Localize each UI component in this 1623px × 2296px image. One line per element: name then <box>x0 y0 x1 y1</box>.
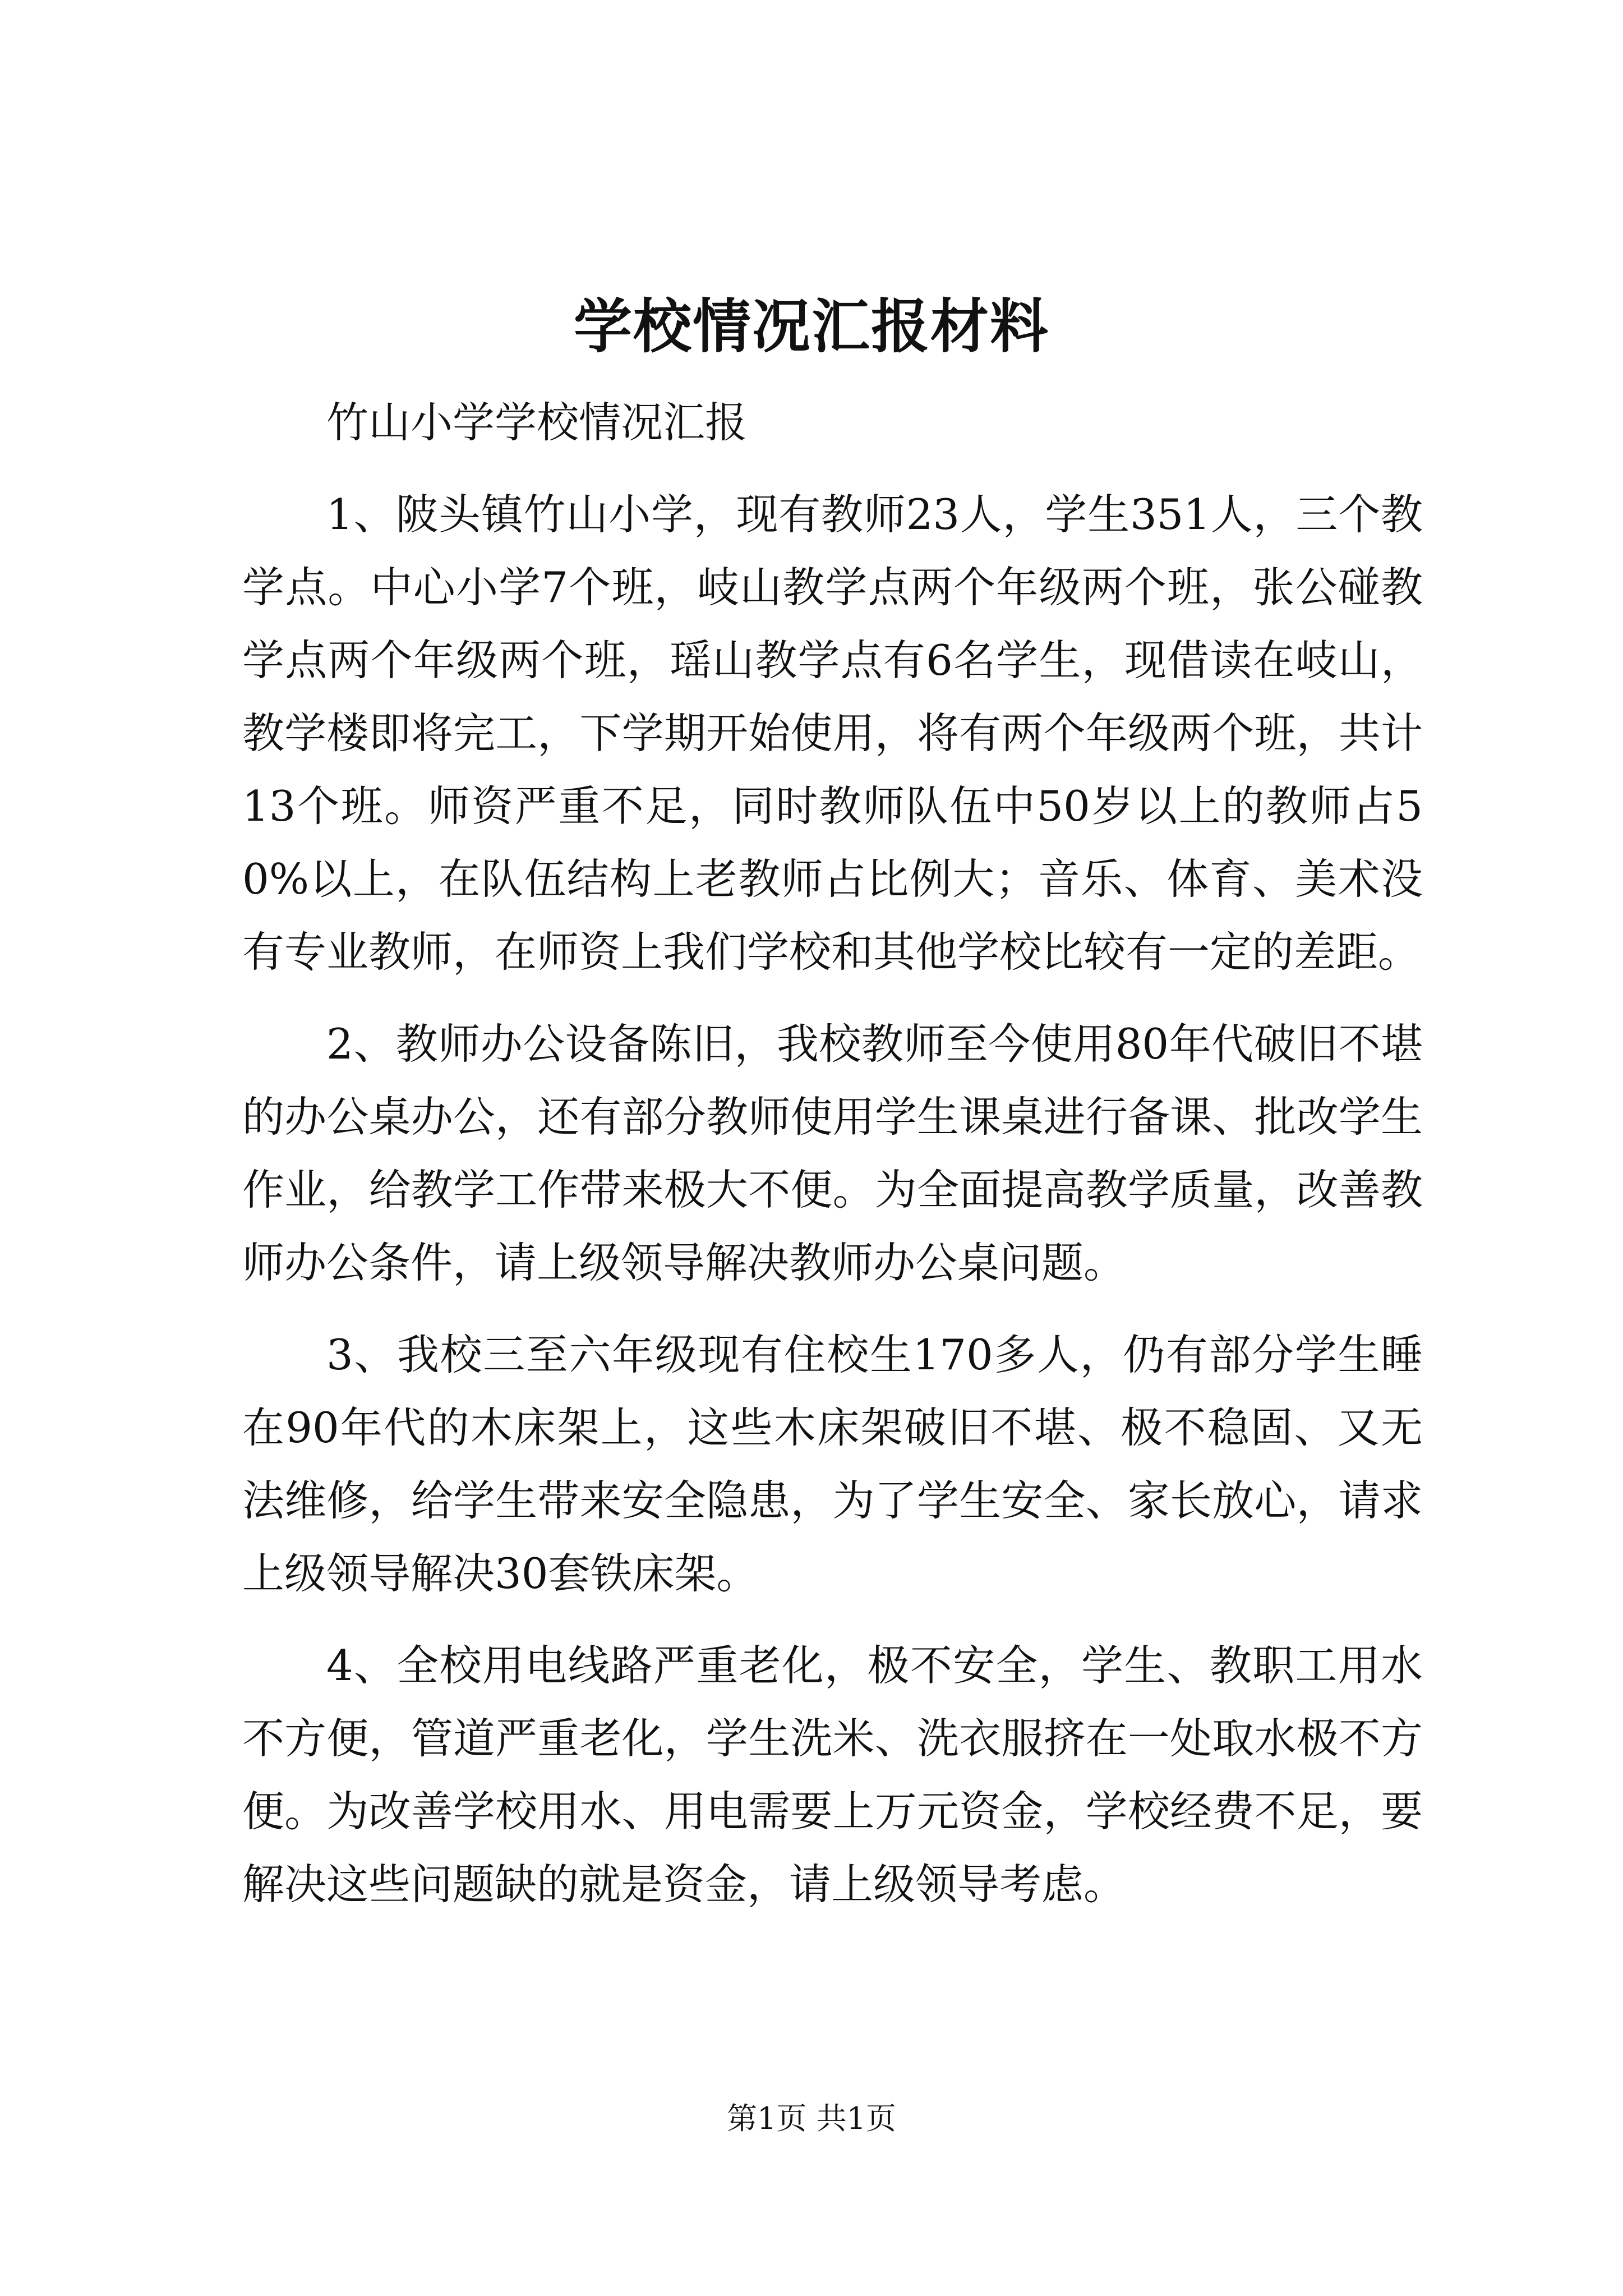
paragraph-3: 3、我校三至六年级现有住校生170多人，仍有部分学生睡在90年代的木床架上，这些木床架破旧不堪、极不稳固、又无法维修，给学生带来安全隐患，为了学生安全、家长放心，请求上级领导解决30套铁床架。 <box>242 1330 1423 1598</box>
paragraph-2: 2、教师办公设备陈旧，我校教师至今使用80年代破旧不堪的办公桌办公，还有部分教师使用学生课桌进行备课、批改学生作业，给教学工作带来极大不便。为全面提高教学质量，改善教师办公条件，请上级领导解决教师办公桌问题。 <box>242 1019 1423 1287</box>
paragraph-4: 4、全校用电线路严重老化，极不安全，学生、教职工用水不方便，管道严重老化，学生洗米、洗衣服挤在一处取水极不方便。为改善学校用水、用电需要上万元资金，学校经费不足，要解决这些问题缺的就是资金，请上级领导考虑。 <box>242 1641 1423 1909</box>
document-title: 学校情况汇报材料 <box>573 292 1049 361</box>
document-body <box>242 386 1423 1940</box>
paragraph-subtitle: 竹山小学学校情况汇报 <box>326 398 748 447</box>
paragraph-1: 1、陂头镇竹山小学，现有教师23人，学生351人，三个教学点。中心小学7个班，岐山教学点两个年级两个班，张公碰教学点两个年级两个班，瑶山教学点有6名学生，现借读在岐山，教学楼即将完工，下学期开始使用，将有两个年级两个班，共计13个班。师资严重不足，同时教师队伍中50岁以上的教师占50%以上，在队伍结构上老教师占比例大；音乐、体育、美术没有专业教师，在师资上我们学校和其他学校比较有一定的差距。 <box>242 490 1423 977</box>
page-footer: 第1页 共1页 <box>727 2101 896 2136</box>
